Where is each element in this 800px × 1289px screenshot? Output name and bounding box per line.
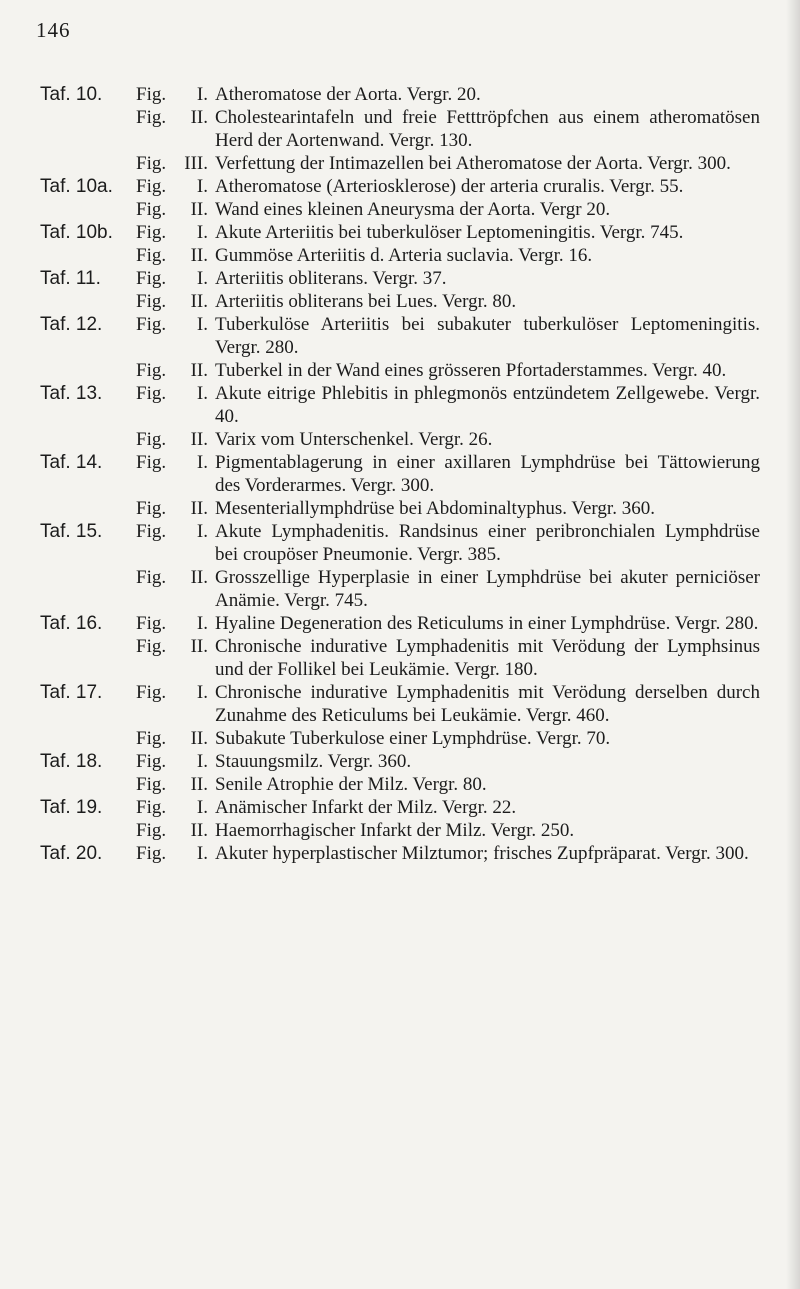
figure-caption: Anämischer Infarkt der Milz. Vergr. 22. <box>215 797 517 818</box>
figure-number: II. <box>190 567 208 588</box>
plate-label: Taf. 10b. <box>40 222 113 243</box>
figure-label: Fig. <box>136 153 167 174</box>
figure-label: Fig. <box>136 452 167 473</box>
plate-entry <box>0 83 800 106</box>
plate-entry <box>0 566 800 612</box>
figure-label: Fig. <box>136 774 167 795</box>
plate-label: Taf. 15. <box>40 521 103 542</box>
figure-number: I. <box>196 521 208 542</box>
figure-caption: Akute Lymphadenitis. Randsinus einer peribronchialen Lymphdrüse bei croupöser Pneumonie. Vergr. 385. <box>215 521 760 565</box>
plate-entry <box>0 290 800 313</box>
figure-caption: Chronische indurative Lymphadenitis mit Verödung der Lymphsinus und der Follikel bei Leukämie. Vergr. 180. <box>215 636 760 680</box>
plate-entry <box>0 750 800 773</box>
plate-entry <box>0 152 800 175</box>
figure-number: I. <box>196 751 208 772</box>
plate-label: Taf. 13. <box>40 383 103 404</box>
figure-number: II. <box>190 636 208 657</box>
figure-label: Fig. <box>136 751 167 772</box>
plate-entry <box>0 428 800 451</box>
plate-entry <box>0 681 800 727</box>
plate-entry <box>0 451 800 497</box>
figure-caption: Subakute Tuberkulose einer Lymphdrüse. Vergr. 70. <box>215 728 611 749</box>
figure-caption: Atheromatose der Aorta. Vergr. 20. <box>215 84 481 105</box>
plate-label: Taf. 18. <box>40 751 103 772</box>
figure-number: II. <box>190 728 208 749</box>
figure-label: Fig. <box>136 291 167 312</box>
plate-entry <box>0 773 800 796</box>
figure-number: II. <box>190 774 208 795</box>
figure-number: I. <box>196 452 208 473</box>
plate-label: Taf. 20. <box>40 843 103 864</box>
figure-caption: Arteriitis obliterans. Vergr. 37. <box>215 268 447 289</box>
figure-caption: Tuberkulöse Arteriitis bei subakuter tuberkulöser Leptomeningitis. Vergr. 280. <box>215 314 760 358</box>
figure-caption: Grosszellige Hyperplasie in einer Lymphdrüse bei akuter perniciöser Anämie. Vergr. 745. <box>215 567 760 611</box>
figure-caption: Haemorrhagischer Infarkt der Milz. Vergr. 250. <box>215 820 575 841</box>
figure-caption: Atheromatose (Arteriosklerose) der arteria cruralis. Vergr. 55. <box>215 176 684 197</box>
figure-number: I. <box>196 383 208 404</box>
figure-caption: Verfettung der Intimazellen bei Atheromatose der Aorta. Vergr. 300. <box>215 153 731 174</box>
figure-label: Fig. <box>136 521 167 542</box>
plate-entry <box>0 796 800 819</box>
figure-number: I. <box>196 797 208 818</box>
figure-number: III. <box>184 153 208 174</box>
figure-number: I. <box>196 222 208 243</box>
plate-entry <box>0 359 800 382</box>
figure-number: I. <box>196 268 208 289</box>
figure-number: I. <box>196 314 208 335</box>
figure-label: Fig. <box>136 176 167 197</box>
figure-caption: Chronische indurative Lymphadenitis mit Verödung derselben durch Zunahme des Reticulums bei Leukämie. Vergr. 460. <box>215 682 760 726</box>
figure-number: II. <box>190 820 208 841</box>
figure-caption: Arteriitis obliterans bei Lues. Vergr. 80. <box>215 291 517 312</box>
figure-label: Fig. <box>136 613 167 634</box>
figure-label: Fig. <box>136 636 167 657</box>
figure-number: II. <box>190 429 208 450</box>
figure-label: Fig. <box>136 682 167 703</box>
plate-entry <box>0 267 800 290</box>
figure-number: II. <box>190 107 208 128</box>
figure-number: I. <box>196 84 208 105</box>
plate-entry <box>0 244 800 267</box>
figure-label: Fig. <box>136 820 167 841</box>
figure-number: I. <box>196 843 208 864</box>
figure-number: II. <box>190 245 208 266</box>
figure-caption: Pigmentablagerung in einer axillaren Lymphdrüse bei Tättowierung des Vorderarmes. Vergr. 300. <box>215 452 760 496</box>
plate-entry <box>0 635 800 681</box>
figure-number: I. <box>196 613 208 634</box>
plate-label: Taf. 19. <box>40 797 103 818</box>
plate-entry <box>0 497 800 520</box>
plate-entry <box>0 221 800 244</box>
plate-label: Taf. 10a. <box>40 176 113 197</box>
plate-label: Taf. 16. <box>40 613 103 634</box>
figure-caption: Gummöse Arteriitis d. Arteria suclavia. Vergr. 16. <box>215 245 593 266</box>
plate-label: Taf. 11. <box>40 268 101 289</box>
plate-entry <box>0 520 800 566</box>
figure-caption: Cholestearintafeln und freie Fetttröpfchen aus einem atheromatösen Herd der Aortenwand. Vergr. 130. <box>215 107 760 151</box>
plate-label: Taf. 17. <box>40 682 103 703</box>
plate-entry <box>0 313 800 359</box>
figure-label: Fig. <box>136 199 167 220</box>
plate-entry <box>0 106 800 152</box>
plate-entry <box>0 175 800 198</box>
figure-label: Fig. <box>136 383 167 404</box>
figure-number: II. <box>190 199 208 220</box>
figure-caption: Akute eitrige Phlebitis in phlegmonös entzündetem Zellgewebe. Vergr. 40. <box>215 383 760 427</box>
figure-label: Fig. <box>136 245 167 266</box>
figure-label: Fig. <box>136 843 167 864</box>
figure-number: I. <box>196 176 208 197</box>
figure-caption: Stauungsmilz. Vergr. 360. <box>215 751 412 772</box>
figure-caption: Akuter hyperplastischer Milztumor; frisches Zupfpräparat. Vergr. 300. <box>215 843 749 864</box>
figure-caption: Senile Atrophie der Milz. Vergr. 80. <box>215 774 487 795</box>
plate-entry <box>0 382 800 428</box>
figure-label: Fig. <box>136 797 167 818</box>
plate-entry <box>0 727 800 750</box>
figure-label: Fig. <box>136 567 167 588</box>
figure-caption: Tuberkel in der Wand eines grösseren Pfortaderstammes. Vergr. 40. <box>215 360 727 381</box>
plate-entry <box>0 612 800 635</box>
figure-caption: Akute Arteriitis bei tuberkulöser Leptomeningitis. Vergr. 745. <box>215 222 684 243</box>
plate-entry <box>0 819 800 842</box>
figure-number: II. <box>190 498 208 519</box>
plate-label: Taf. 12. <box>40 314 103 335</box>
plate-label: Taf. 10. <box>40 84 103 105</box>
figure-label: Fig. <box>136 498 167 519</box>
figure-label: Fig. <box>136 268 167 289</box>
page-edge-shadow <box>786 0 800 1289</box>
plate-label: Taf. 14. <box>40 452 103 473</box>
figure-caption: Hyaline Degeneration des Reticulums in einer Lymphdrüse. Vergr. 280. <box>215 613 759 634</box>
figure-label: Fig. <box>136 107 167 128</box>
figure-label: Fig. <box>136 84 167 105</box>
figure-caption: Mesenteriallymphdrüse bei Abdominaltyphus. Vergr. 360. <box>215 498 655 519</box>
figure-number: I. <box>196 682 208 703</box>
figure-label: Fig. <box>136 728 167 749</box>
figure-caption: Wand eines kleinen Aneurysma der Aorta. Vergr 20. <box>215 199 611 220</box>
figure-label: Fig. <box>136 360 167 381</box>
plate-list <box>0 83 800 865</box>
plate-entry <box>0 198 800 221</box>
page-number: 146 <box>36 18 71 42</box>
figure-label: Fig. <box>136 222 167 243</box>
plate-entry <box>0 842 800 865</box>
figure-number: II. <box>190 360 208 381</box>
figure-label: Fig. <box>136 429 167 450</box>
figure-number: II. <box>190 291 208 312</box>
figure-caption: Varix vom Unterschenkel. Vergr. 26. <box>215 429 493 450</box>
figure-label: Fig. <box>136 314 167 335</box>
